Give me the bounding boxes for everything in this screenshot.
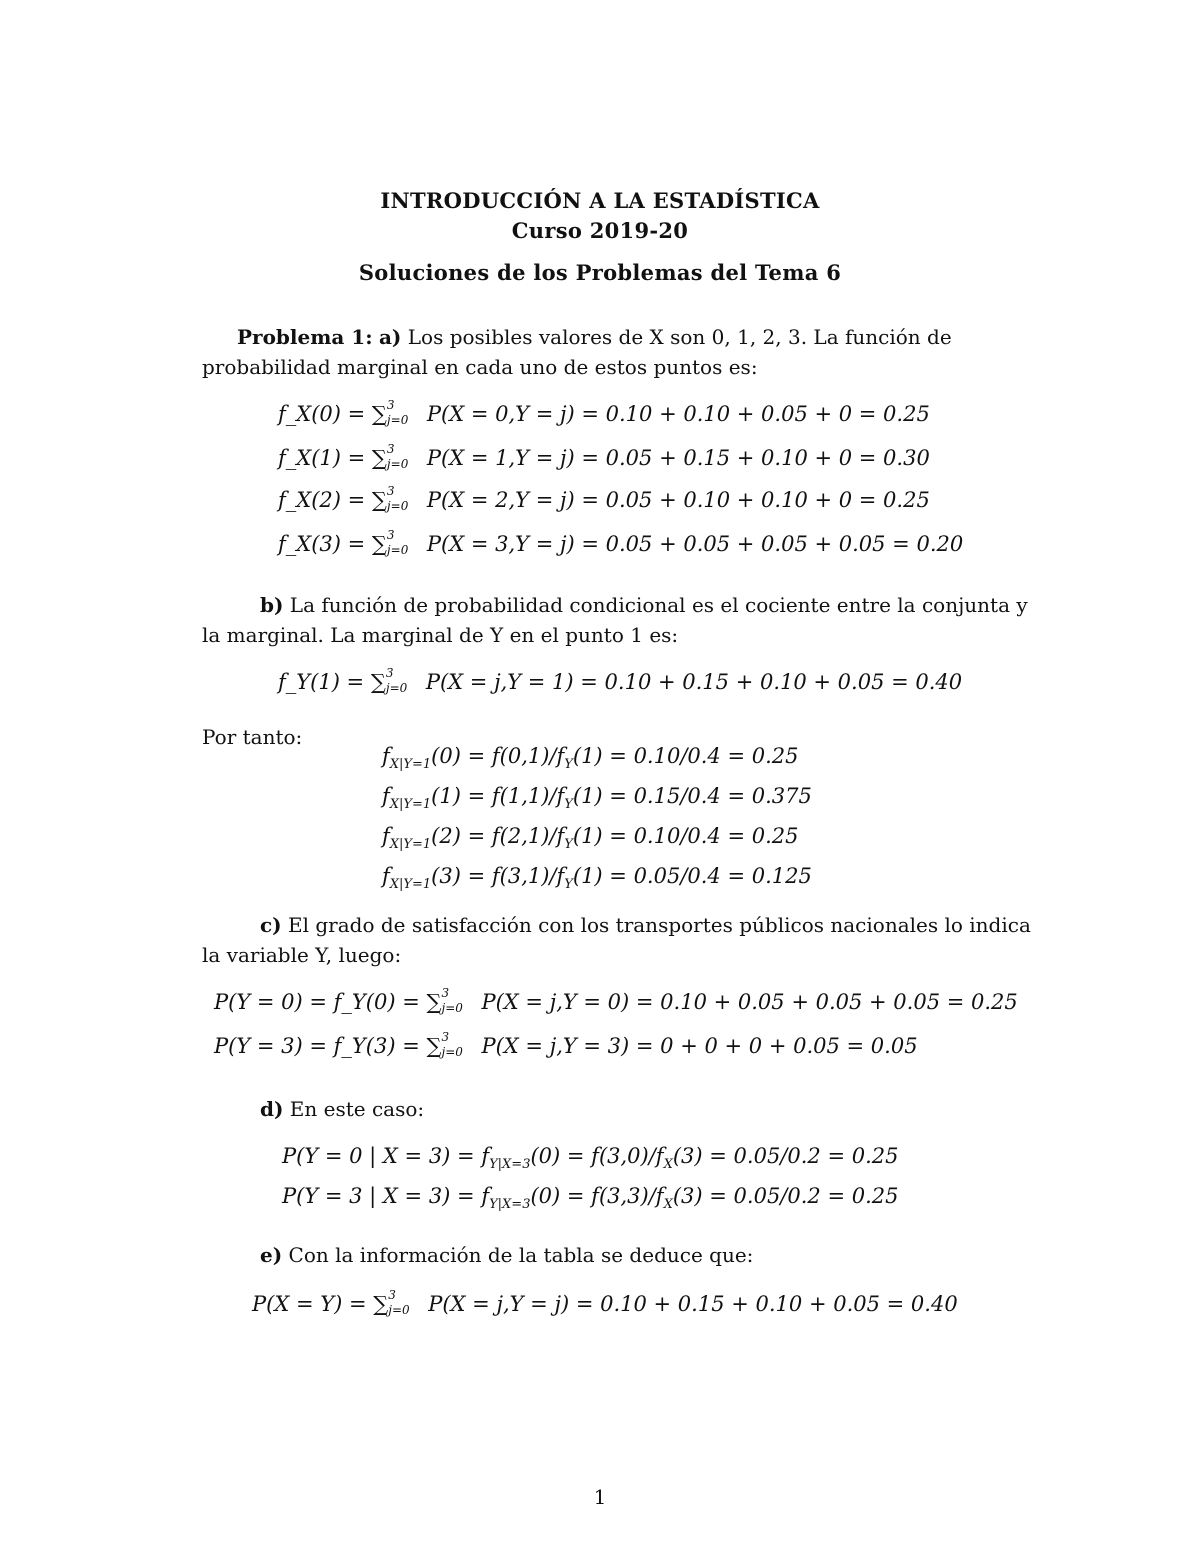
prob-y-eq-3: P(Y = 3) = f_Y(3) = ∑ 3 j=0 P(X = j,Y = 3) = 0 + 0 + 0 + 0.05 = 0.05 (214, 1030, 918, 1059)
part-c-label: c) (260, 913, 282, 937)
part-d-line: d) En este caso: (260, 1097, 425, 1121)
marginal-y-eq: f_Y(1) = ∑ 3 j=0 P(X = j,Y = 1) = 0.10 + 0.15 + 0.10 + 0.05 = 0.40 (278, 666, 963, 695)
marginal-x-eq-0: f_X(0) = ∑ 3 j=0 P(X = 0,Y = j) = 0.10 + 0.10 + 0.05 + 0 = 0.25 (278, 398, 930, 427)
conditional-y-eq-0: P(Y = 0 | $X = 3) = f_{Y|X=3}(0) = f(3,0)/f_X(3) = 0.05/0.2 = 0.25$ (282, 1144, 899, 1172)
prob-x-equals-y-eq: P(X = Y) = ∑ 3 j=0 P(X = j,Y = j) = 0.10 + 0.15 + 0.10 + 0.05 = 0.40 (252, 1288, 958, 1317)
conditional-eq-2: $f_{X|Y=1}(2) = f(2,1)/f_Y(1) = 0.10/0.4 = 0.25$ (382, 824, 799, 852)
marginal-x-eq-2: f_X(2) = ∑ 3 j=0 P(X = 2,Y = j) = 0.05 + 0.10 + 0.10 + 0 = 0.25 (278, 484, 930, 513)
problem1-a-line2: probabilidad marginal en cada uno de estos puntos es: (202, 355, 758, 379)
part-c-line1: c) El grado de satisfacción con los transportes públicos nacionales lo indica (260, 913, 1031, 937)
document-title: INTRODUCCIÓN A LA ESTADÍSTICA (380, 188, 820, 213)
por-tanto-label: Por tanto: (202, 725, 303, 749)
part-a-label: a) (378, 325, 402, 349)
conditional-eq-1: $f_{X|Y=1}(1) = f(1,1)/f_Y(1) = 0.15/0.4 = 0.375$ (382, 784, 812, 812)
part-e-label: e) (260, 1243, 283, 1267)
conditional-eq-0: $f_{X|Y=1}(0) = f(0,1)/f_Y(1) = 0.10/0.4 = 0.25$ (382, 744, 799, 772)
problem1-a-line1 (237, 322, 952, 352)
course-label: Curso 2019-20 (511, 218, 689, 243)
part-a-text: Los posibles valores de X son 0, 1, 2, 3. La función de (401, 325, 952, 349)
marginal-x-eq-3: f_X(3) = ∑ 3 j=0 P(X = 3,Y = j) = 0.05 + 0.05 + 0.05 + 0.05 = 0.20 (278, 528, 964, 557)
page-number: 1 (593, 1485, 607, 1509)
conditional-eq-3: $f_{X|Y=1}(3) = f(3,1)/f_Y(1) = 0.05/0.4 = 0.125$ (382, 864, 812, 892)
part-b-line2: la marginal. La marginal de Y en el punto 1 es: (202, 623, 679, 647)
document-subtitle: Soluciones de los Problemas del Tema 6 (358, 260, 842, 285)
prob-y-eq-0: P(Y = 0) = f_Y(0) = ∑ 3 j=0 P(X = j,Y = 0) = 0.10 + 0.05 + 0.05 + 0.05 = 0.25 (214, 986, 1018, 1015)
part-d-label: d) (260, 1097, 284, 1121)
part-e-line: e) Con la información de la tabla se deduce que: (260, 1243, 754, 1267)
conditional-y-eq-3: P(Y = 3 | $X = 3) = f_{Y|X=3}(0) = f(3,3)/f_X(3) = 0.05/0.2 = 0.25$ (282, 1184, 899, 1212)
problem-label: Problema 1: (237, 325, 373, 349)
part-c-line2: la variable Y, luego: (202, 943, 402, 967)
part-b-line1: b) La función de probabilidad condicional es el cociente entre la conjunta y (260, 593, 1028, 617)
marginal-x-eq-1: f_X(1) = ∑ 3 j=0 P(X = 1,Y = j) = 0.05 + 0.15 + 0.10 + 0 = 0.30 (278, 442, 930, 471)
part-b-label: b) (260, 593, 284, 617)
